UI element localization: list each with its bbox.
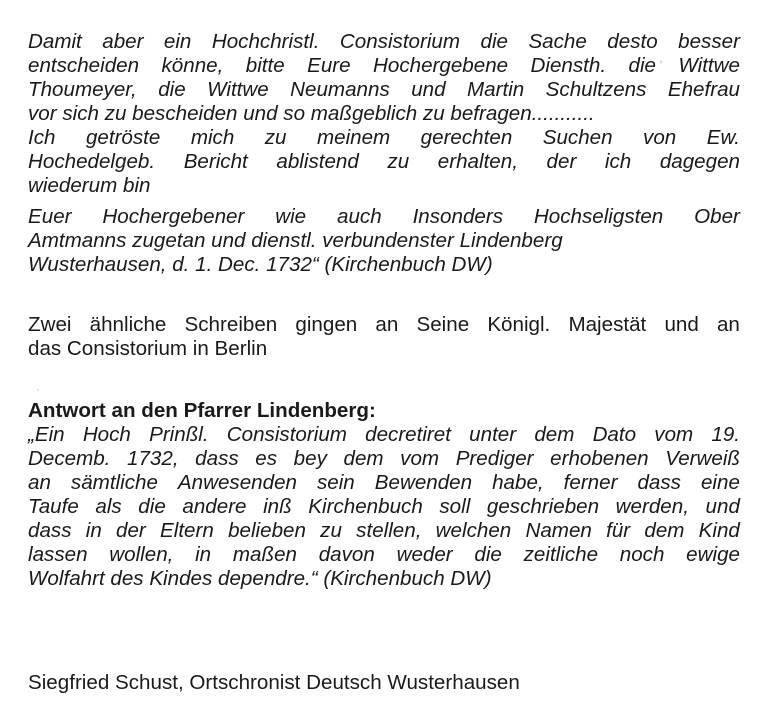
word: an: [28, 471, 51, 494]
word: Hochchristl.: [211, 30, 320, 53]
word: mich: [190, 126, 235, 149]
word: soll: [439, 495, 471, 518]
word: aber: [102, 30, 144, 53]
word: 19.: [711, 423, 740, 446]
word: Sache: [528, 30, 587, 53]
word: bey: [293, 447, 327, 470]
word: wollen,: [109, 543, 174, 566]
word: inß: [263, 495, 292, 518]
word: davon: [318, 543, 375, 566]
word: der: [116, 519, 146, 542]
word: zu: [320, 519, 342, 542]
word: zeitliche: [523, 543, 599, 566]
word: Dato: [592, 423, 637, 446]
word: Hochergebene: [373, 54, 509, 77]
word: Prediger: [455, 447, 534, 470]
word: Hoch: [82, 423, 131, 446]
word: noch: [619, 543, 665, 566]
word: eine: [700, 471, 740, 494]
word: ähnliche: [89, 313, 167, 336]
word: desto: [607, 30, 658, 53]
word: Schultzens: [545, 78, 647, 101]
letter-line-5: [28, 126, 740, 150]
word: werden,: [615, 495, 689, 518]
word: meinem: [316, 126, 391, 149]
word: in: [85, 519, 102, 542]
word: Euer: [28, 205, 72, 228]
word: Taufe: [28, 495, 79, 518]
word: als: [95, 495, 122, 518]
note-line-2: das Consistorium in Berlin: [28, 337, 268, 360]
word: Schreiben: [184, 313, 278, 336]
word: die: [628, 54, 656, 77]
word: zu: [264, 126, 287, 149]
word: für: [606, 519, 631, 542]
word: gingen: [295, 313, 358, 336]
letter-line-10: Wusterhausen, d. 1. Dec. 1732“ (Kirchenbuch DW): [28, 253, 493, 276]
word: dass: [28, 519, 72, 542]
word: belieben: [228, 519, 306, 542]
word: ablistend: [276, 150, 359, 173]
word: an: [716, 313, 740, 336]
word: auch: [337, 205, 382, 228]
word: stellen,: [356, 519, 422, 542]
word: dem: [343, 447, 384, 470]
word: Eure: [307, 54, 351, 77]
answer-line-5: [28, 519, 740, 543]
word: in: [195, 543, 212, 566]
word: vom: [400, 447, 440, 470]
word: dem: [644, 519, 685, 542]
word: dass: [637, 471, 681, 494]
word: habe,: [492, 471, 544, 494]
word: Bericht: [183, 150, 248, 173]
word: erhobenen: [550, 447, 649, 470]
word: geschrieben: [486, 495, 600, 518]
letter-line-4: vor sich zu bescheiden und so maßgeblich zu befragen...........: [28, 102, 595, 125]
word: lassen: [28, 543, 88, 566]
word: Anwesenden: [177, 471, 297, 494]
word: Kirchenbuch: [308, 495, 423, 518]
word: welchen: [435, 519, 512, 542]
word: Hochseligsten: [533, 205, 664, 228]
word: es: [255, 447, 278, 470]
word: unter: [469, 423, 517, 446]
word: dagegen: [659, 150, 740, 173]
word: Eltern: [160, 519, 214, 542]
letter-line-7: wiederum bin: [28, 174, 151, 197]
answer-line-3: [28, 471, 740, 495]
signature-line: Siegfried Schust, Ortschronist Deutsch Wusterhausen: [28, 671, 520, 694]
word: Ew.: [706, 126, 740, 149]
note-line-1: [28, 313, 740, 337]
answer-line-6: [28, 543, 740, 567]
word: die: [138, 495, 166, 518]
word: ewige: [686, 543, 740, 566]
word: die: [480, 30, 508, 53]
word: Wittwe: [207, 78, 269, 101]
answer-line-1: [28, 423, 740, 447]
letter-line-2: [28, 54, 740, 78]
word: vom: [654, 423, 694, 446]
word: Consistorium: [226, 423, 347, 446]
word: und: [411, 78, 446, 101]
word: decretiret: [365, 423, 451, 446]
word: andere: [182, 495, 247, 518]
word: zu: [387, 150, 410, 173]
word: entscheiden: [28, 54, 140, 77]
word: ferner: [563, 471, 618, 494]
word: dass: [195, 447, 239, 470]
word: sämtliche: [70, 471, 158, 494]
word: Namen: [525, 519, 592, 542]
letter-line-8: [28, 205, 740, 229]
word: getröste: [85, 126, 161, 149]
word: könne,: [161, 54, 224, 77]
word: Thoumeyer,: [28, 78, 137, 101]
word: gerechten: [420, 126, 513, 149]
letter-line-3: [28, 78, 740, 102]
word: dem: [534, 423, 575, 446]
letter-line-1: [28, 30, 740, 54]
answer-heading: Antwort an den Pfarrer Lindenberg:: [28, 399, 376, 422]
answer-line-4: [28, 495, 740, 519]
word: und: [664, 313, 699, 336]
word: Ober: [694, 205, 740, 228]
word: von: [643, 126, 677, 149]
word: Diensth.: [530, 54, 607, 77]
word: maßen: [232, 543, 297, 566]
word: 1732,: [127, 447, 179, 470]
word: wie: [275, 205, 307, 228]
word: bitte: [245, 54, 285, 77]
word: sein: [316, 471, 355, 494]
word: Bewenden: [374, 471, 473, 494]
answer-line-2: [28, 447, 740, 471]
word: „Ein: [28, 423, 65, 446]
letter-line-9: Amtmanns zugetan und dienstl. verbundenster Lindenberg: [28, 229, 563, 252]
word: ich: [604, 150, 632, 173]
word: an: [375, 313, 399, 336]
letter-line-6: [28, 150, 740, 174]
answer-line-7: Wolfahrt des Kindes dependre.“ (Kirchenbuch DW): [28, 567, 492, 590]
word: der: [546, 150, 577, 173]
word: Kind: [698, 519, 740, 542]
word: Martin: [467, 78, 525, 101]
word: Hochedelgeb.: [28, 150, 156, 173]
scan-speck: ʹ: [660, 58, 663, 72]
word: erhalten,: [437, 150, 518, 173]
word: Ehefrau: [667, 78, 740, 101]
word: Wittwe: [678, 54, 740, 77]
word: Damit: [28, 30, 82, 53]
word: Zwei: [28, 313, 72, 336]
word: Suchen: [542, 126, 613, 149]
word: Prinßl.: [149, 423, 209, 446]
word: ein: [163, 30, 192, 53]
word: Neumanns: [290, 78, 390, 101]
word: Hochergebener: [102, 205, 245, 228]
word: die: [158, 78, 186, 101]
scan-speck: ·: [36, 382, 40, 396]
word: Majestät: [568, 313, 647, 336]
word: weder: [396, 543, 453, 566]
word: Consistorium: [339, 30, 461, 53]
word: Insonders: [412, 205, 504, 228]
word: Decemb.: [28, 447, 111, 470]
word: Seine: [416, 313, 470, 336]
word: Ich: [28, 126, 56, 149]
word: Königl.: [487, 313, 551, 336]
word: und: [705, 495, 740, 518]
word: die: [474, 543, 502, 566]
word: Verweiß: [665, 447, 740, 470]
word: besser: [678, 30, 740, 53]
